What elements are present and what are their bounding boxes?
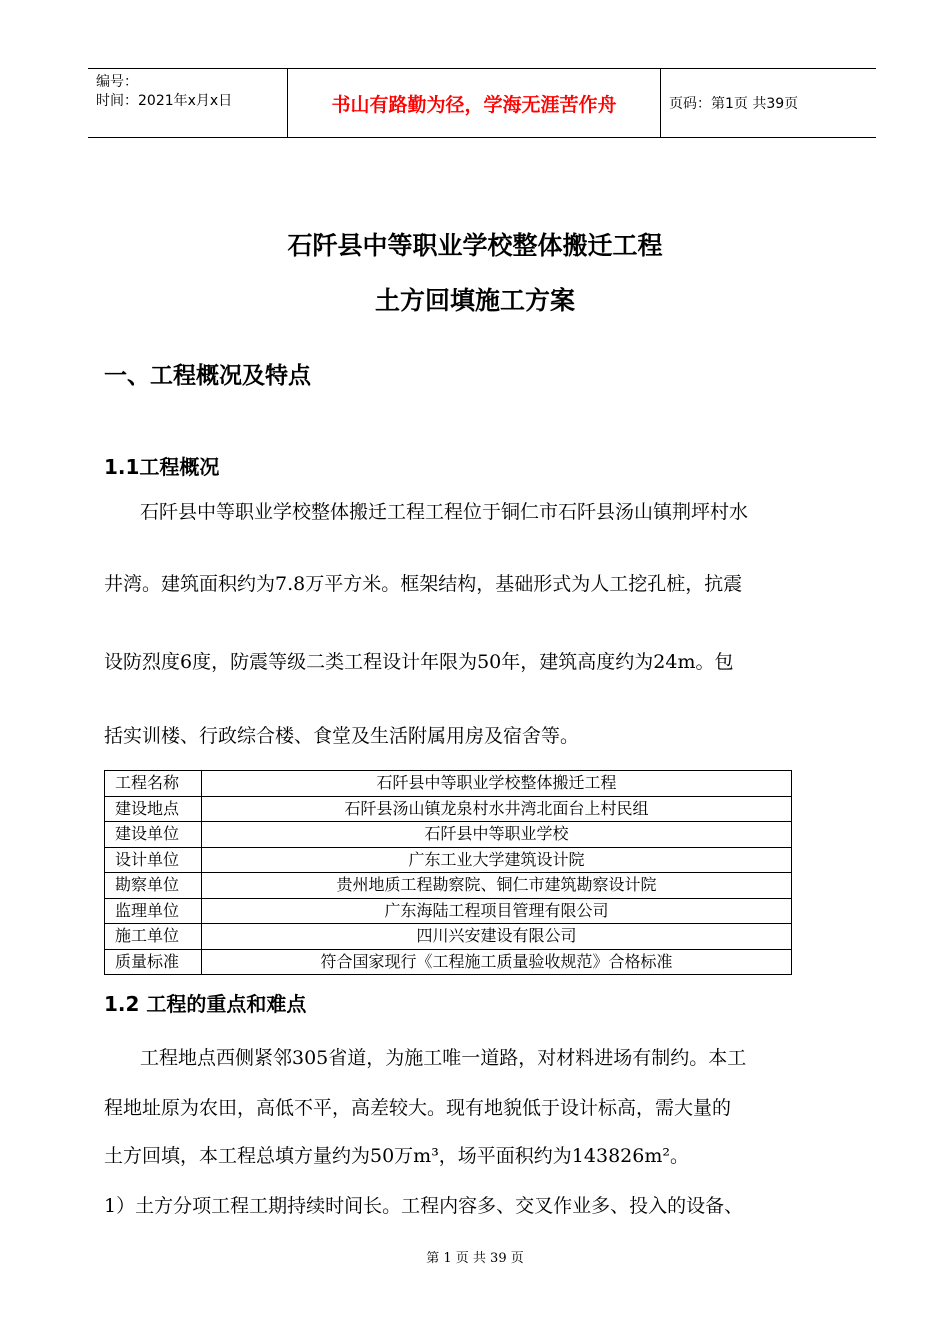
time-label: 时间：2021年x月x日 (96, 93, 233, 109)
table-value: 石阡县汤山镇龙泉村水井湾北面台上村民组 (202, 796, 792, 822)
paragraph-line: 1）土方分项工程工期持续时间长。工程内容多、交叉作业多、投入的设备、 (104, 1195, 744, 1217)
document-header (88, 68, 876, 138)
table-row (105, 847, 792, 873)
paragraph-line: 程地址原为农田，高低不平，高差较大。现有地貌低于设计标高，需大量的 (104, 1097, 732, 1119)
document-title-line2: 土方回填施工方案 (374, 286, 575, 315)
table-key: 设计单位 (105, 847, 202, 873)
table-value: 石阡县中等职业学校 (202, 822, 792, 848)
paragraph-line: 括实训楼、行政综合楼、食堂及生活附属用房及宿舍等。 (104, 725, 580, 747)
number-label: 编号： (96, 74, 138, 90)
section-heading: 一、工程概况及特点 (104, 363, 311, 389)
table-row (105, 898, 792, 924)
table-row (105, 771, 792, 797)
table-key: 监理单位 (105, 898, 202, 924)
paragraph-line: 设防烈度6度，防震等级二类工程设计年限为50年，建筑高度约为24m。包 (104, 651, 734, 673)
table-value: 符合国家现行《工程施工质量验收规范》合格标准 (202, 949, 792, 975)
table-key: 施工单位 (105, 924, 202, 950)
paragraph-line: 石阡县中等职业学校整体搬迁工程工程位于铜仁市石阡县汤山镇荆坪村水 (140, 501, 749, 523)
table-key: 勘察单位 (105, 873, 202, 899)
table-row (105, 924, 792, 950)
table-value: 贵州地质工程勘察院、铜仁市建筑勘察设计院 (202, 873, 792, 899)
table-value: 石阡县中等职业学校整体搬迁工程 (202, 771, 792, 797)
table-key: 建设地点 (105, 796, 202, 822)
document-title-line1: 石阡县中等职业学校整体搬迁工程 (287, 231, 663, 260)
header-page-info: 页码：第1页 共39页 (669, 96, 799, 112)
table-value: 广东海陆工程项目管理有限公司 (202, 898, 792, 924)
table-row (105, 873, 792, 899)
header-meta (88, 69, 287, 137)
table-key: 质量标准 (105, 949, 202, 975)
paragraph-line: 井湾。建筑面积约为7.8万平方米。框架结构，基础形式为人工挖孔桩，抗震 (104, 573, 743, 595)
page-footer: 第 1 页 共 39 页 (426, 1251, 524, 1266)
table-row (105, 822, 792, 848)
table-value: 四川兴安建设有限公司 (202, 924, 792, 950)
subsection-heading-1-1: 1.1工程概况 (104, 455, 220, 479)
project-info-table (104, 770, 792, 975)
table-row (105, 949, 792, 975)
table-key: 建设单位 (105, 822, 202, 848)
paragraph-line: 土方回填，本工程总填方量约为50万m³，场平面积约为143826m²。 (104, 1145, 689, 1167)
header-motto: 书山有路勤为径，学海无涯苦作舟 (287, 69, 661, 137)
table-value: 广东工业大学建筑设计院 (202, 847, 792, 873)
table-key: 工程名称 (105, 771, 202, 797)
paragraph-line: 工程地点西侧紧邻305省道，为施工唯一道路，对材料进场有制约。本工 (140, 1047, 747, 1069)
subsection-heading-1-2: 1.2 工程的重点和难点 (104, 992, 307, 1016)
table-row (105, 796, 792, 822)
